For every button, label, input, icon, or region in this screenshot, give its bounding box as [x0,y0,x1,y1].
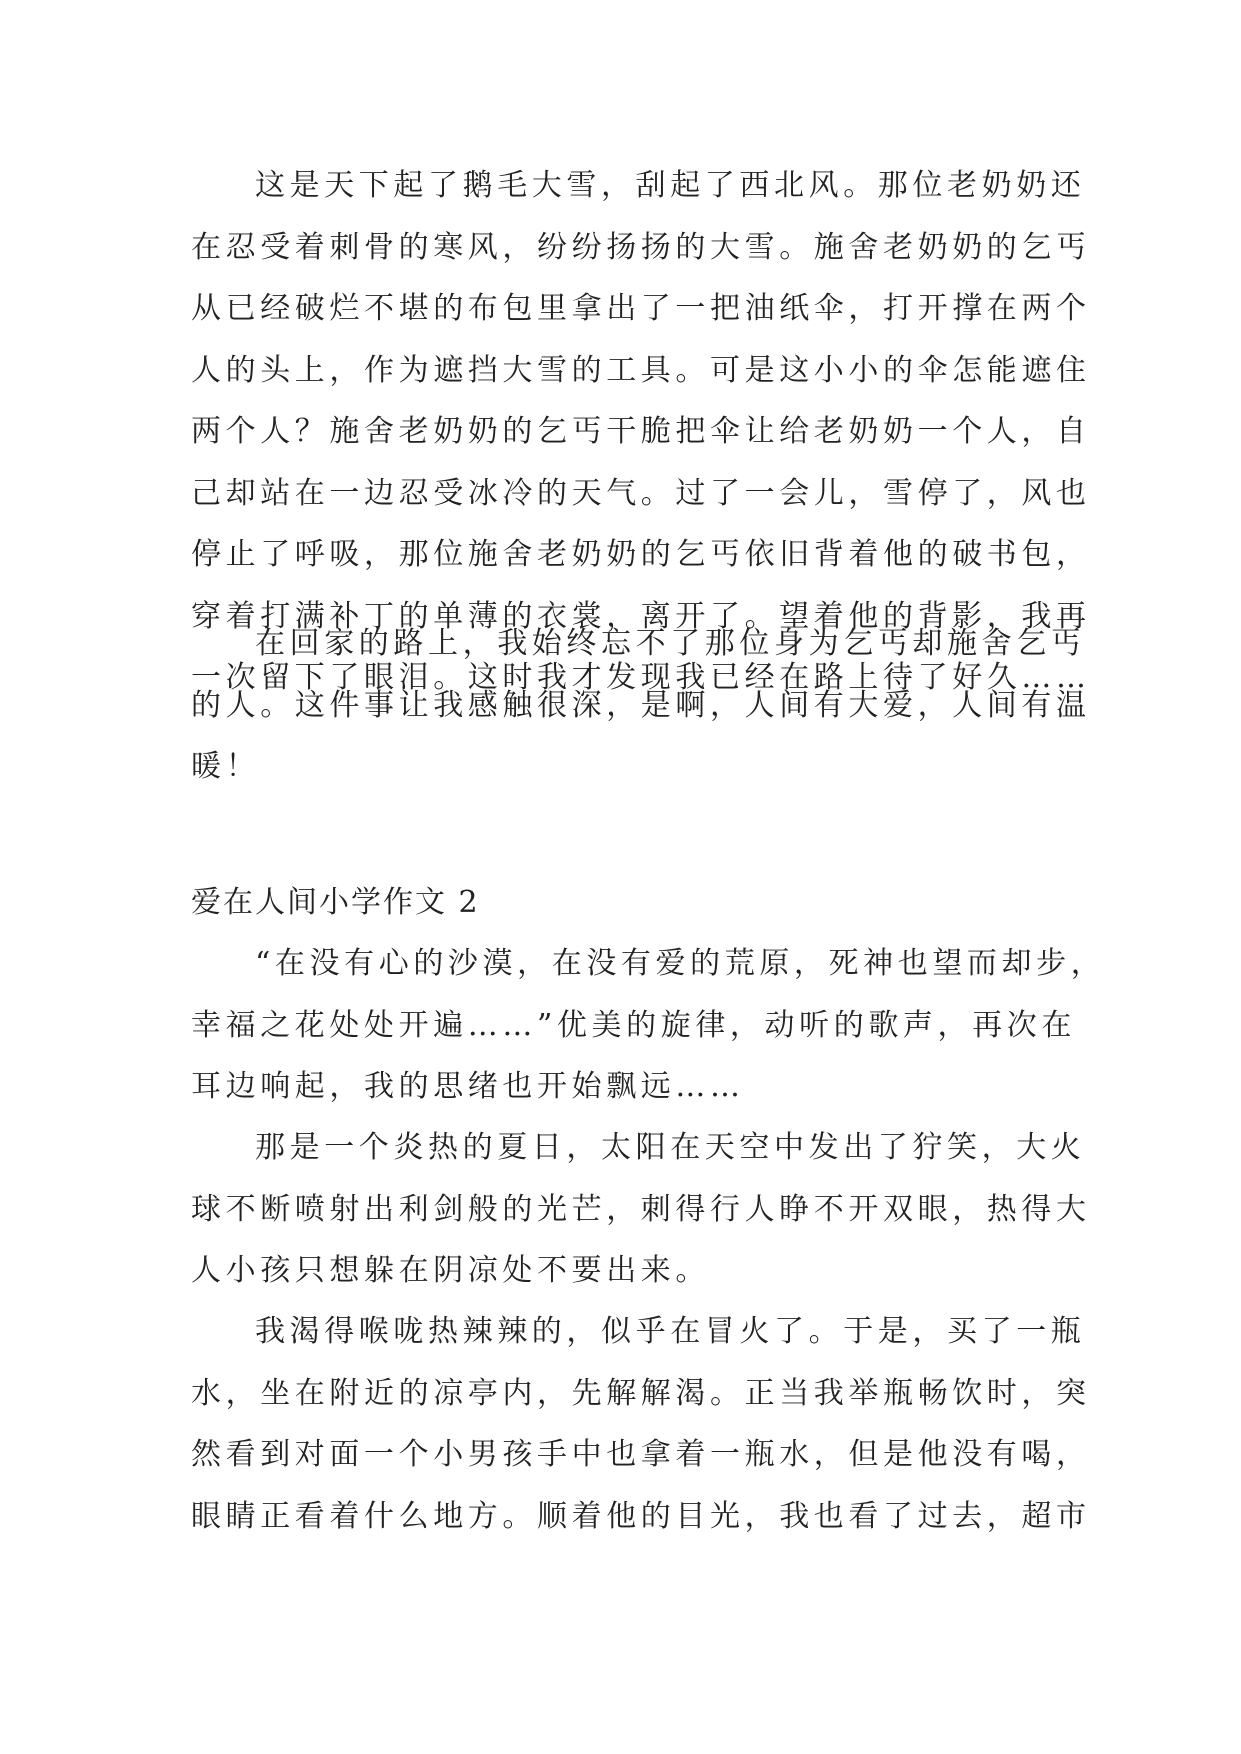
paragraph-summer-day [191,1117,1091,1302]
section-title: 爱在人间小学作文 2 [191,885,480,920]
paragraph-line: 这是天下起了鹅毛大雪，刮起了西北风。那位老奶奶还 [255,168,1086,203]
paragraph-line: 球不断喷射出利剑般的光芒，刺得行人睁不开双眼，热得大 [191,1191,1091,1227]
paragraph-line: 一次留下了眼泪。这时我才发现我已经在路上待了好久…… [191,660,1091,695]
paragraph-line: 停止了呼吸，那位施舍老奶奶的乞丐依旧背着他的破书包， [191,537,1091,572]
paragraph-line: 人的头上，作为遮挡大雪的工具。可是这小小的伞怎能遮住 [191,352,1091,388]
paragraph-line: 水，坐在附近的凉亭内，先解解渴。正当我举瓶畅饮时，突 [191,1375,1091,1411]
paragraph-line: 然看到对面一个小男孩手中也拿着一瓶水，但是他没有喝， [191,1437,1091,1472]
paragraph-line: 我渴得喉咙热辣辣的，似乎在冒火了。于是，买了一瓶 [255,1314,1086,1349]
paragraph-line: 耳边响起，我的思绪也开始飘远…… [191,1069,745,1104]
paragraph-line: 幸福之花处处开遍……”优美的旋律，动听的歌声，再次在 [191,1007,1076,1043]
paragraph-conclusion [191,613,1091,798]
paragraph-line: 那是一个炎热的夏日，太阳在天空中发出了狞笑，大火 [255,1130,1086,1165]
paragraph-line: 眼睛正看着什么地方。顺着他的目光，我也看了过去，超市 [191,1498,1091,1534]
paragraph-line: 暖！ [191,749,261,784]
paragraph-line: 在忍受着刺骨的寒风，纷纷扬扬的大雪。施舍老奶奶的乞丐 [191,229,1091,265]
paragraph-line: 的人。这件事让我感触很深，是啊，人间有大爱，人间有温 [191,687,1091,723]
paragraph-line: 己却站在一边忍受冰冷的天气。过了一会儿，雪停了，风也 [191,475,1091,511]
paragraph-line: 两个人？施舍老奶奶的乞丐干脆把伞让给老奶奶一个人，自 [191,414,1091,449]
paragraph-line: 在回家的路上，我始终忘不了那位身为乞丐却施舍乞丐 [255,626,1086,661]
paragraph-song-quote [191,933,1106,1118]
paragraph-line: “在没有心的沙漠，在没有爱的荒原，死神也望而却步， [255,946,1106,981]
paragraph-line: 从已经破烂不堪的布包里拿出了一把油纸伞，打开撑在两个 [191,291,1091,326]
paragraph-line: 穿着打满补丁的单薄的衣裳，离开了。望着他的背影，我再 [191,598,1091,634]
paragraph-thirsty [191,1301,1091,1547]
paragraph-line: 人小孩只想躲在阴凉处不要出来。 [191,1253,710,1288]
